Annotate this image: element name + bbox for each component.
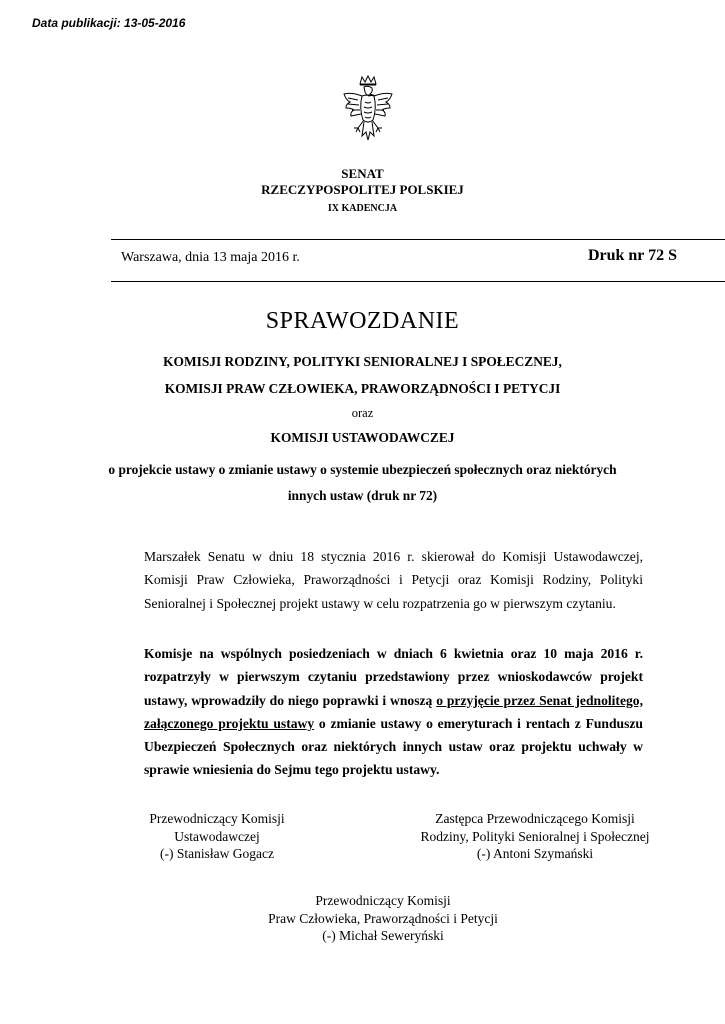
signature-bottom-name: (-) Michał Seweryński [322, 928, 444, 943]
publication-date: Data publikacji: 13-05-2016 [32, 16, 186, 30]
paragraph-1-text: Marszałek Senatu w dniu 18 stycznia 2016 r. skierował do Komisji Ustawodawczej, Komisji Praw Człowieka, Praworządności i Petycji oraz Komisji Rodziny, Polityki Senioralnej i Społecznej projekt ustawy w celu rozpatrzenia go w pierwszym czytaniu. [144, 549, 643, 611]
signature-left [117, 810, 317, 863]
signature-right-committee: Rodziny, Polityki Senioralnej i Społecznej [420, 828, 650, 844]
paragraph-2-start: Komisje na wspólnych posiedzeniach w dniach 6 kwietnia oraz 10 maja 2016 r. rozpatrzyły w pierwszym czytaniu przedstawiony przez wnioskodawców projekt ustawy, wprowadziły do niego poprawki i wnoszą [144, 646, 643, 708]
institution-term: IX KADENCJA [327, 203, 398, 214]
institution-name: SENAT [341, 166, 384, 181]
signature-bottom-role: Przewodniczący Komisji [315, 893, 451, 908]
signature-bottom-committee: Praw Człowieka, Praworządności i Petycji [268, 910, 498, 926]
paragraph-2-end: o zmianie ustawy o emeryturach i rentach z Funduszu Ubezpieczeń Społecznych oraz niektórych innych ustaw oraz projektu uchwały w sprawie wniesienia do Sejmu tego projektu ustawy. [144, 715, 643, 778]
signature-left-name: (-) Stanisław Gogacz [160, 846, 274, 861]
print-number: Druk nr 72 S [587, 247, 677, 264]
signature-right-name: (-) Antoni Szymański [476, 846, 594, 861]
bottom-divider [111, 281, 725, 282]
signature-bottom [228, 892, 538, 945]
conjunction: oraz [351, 406, 374, 420]
signature-right [400, 810, 670, 863]
committee-family: KOMISJI RODZINY, POLITYKI SENIORALNEJ I SPOŁECZNEJ, [163, 354, 562, 369]
body-paragraph-1 [144, 545, 643, 615]
signature-left-role: Przewodniczący Komisji [149, 811, 285, 826]
top-divider [111, 239, 725, 240]
document-title: SPRAWOZDANIE [265, 308, 460, 334]
paragraph-2-underlined: o przyjęcie przez Senat jednolitego, załączonego projektu ustawy [144, 692, 643, 731]
subject-line-2: innych ustaw (druk nr 72) [287, 488, 438, 503]
committee-legislative: KOMISJI USTAWODAWCZEJ [270, 430, 455, 445]
signature-right-role: Zastępca Przewodniczącego Komisji [435, 811, 635, 826]
committee-human-rights: KOMISJI PRAW CZŁOWIEKA, PRAWORZĄDNOŚCI I PETYCJI [164, 381, 561, 396]
institution-country: RZECZYPOSPOLITEJ POLSKIEJ [261, 182, 464, 197]
body-paragraph-2 [144, 642, 643, 782]
subject-line-1: o projekcie ustawy o zmianie ustawy o systemie ubezpieczeń społecznych oraz niektórych [108, 462, 617, 477]
signature-left-committee: Ustawodawczej [174, 828, 260, 844]
polish-eagle-emblem-icon [340, 74, 396, 146]
place-date: Warszawa, dnia 13 maja 2016 r. [121, 250, 300, 265]
